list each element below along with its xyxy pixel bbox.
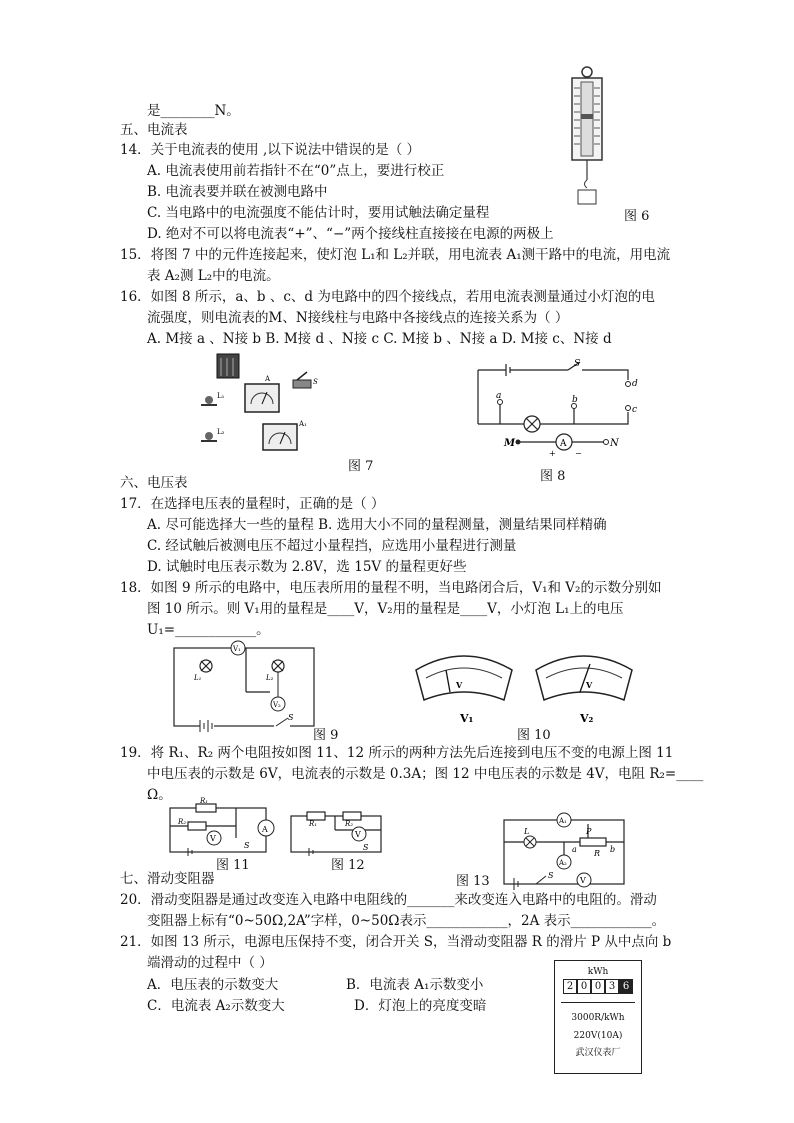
fig8-m: M — [504, 438, 516, 449]
fig8-ammeter: A — [560, 439, 567, 449]
q16-line1: 16．如图 8 所示，a、b 、c、d 为电路中的四个接线点，若用电流表测量通过小灯泡的电 — [120, 289, 655, 305]
fig11-a: A — [262, 825, 268, 834]
fig13-l: L — [524, 827, 530, 836]
q14-option-a: A. 电流表使用前若指针不在“0”点上，要进行校正 — [147, 163, 445, 179]
fig12-circuit — [287, 812, 387, 856]
section-7-heading: 七、滑动变阻器 — [120, 871, 215, 887]
fig9-s: S — [288, 713, 294, 722]
meter-unit: kWh — [587, 967, 609, 977]
fig6-spring-balance — [562, 64, 612, 208]
meter-rate: 3000R/kWh — [571, 1013, 625, 1023]
fig12-s: S — [363, 843, 369, 852]
q21-line2: 端滑动的过程中（ ） — [147, 955, 273, 971]
meter-voltage: 220V(10A) — [573, 1031, 623, 1041]
fig8-d: d — [632, 379, 638, 389]
fig9-v2: V₂ — [273, 701, 281, 709]
fig10-voltmeters — [412, 648, 632, 728]
q14-stem: 14．关于电流表的使用 ,以下说法中错误的是（ ） — [120, 142, 421, 158]
fig13-r: R — [594, 849, 601, 858]
meter-digits — [555, 979, 641, 994]
q21-option-b: B．电流表 A₁示数变小 — [346, 977, 484, 993]
q13-tail: 是________N。 — [147, 103, 240, 119]
fig13-circuit — [500, 800, 630, 890]
meter-digit: 2 — [563, 979, 577, 994]
fig12-v: V — [355, 830, 361, 839]
fig13-a1: A₁ — [559, 817, 567, 825]
meter-digit: 6 — [619, 979, 633, 994]
q14-option-b: B. 电流表要并联在被测电路中 — [147, 184, 328, 200]
q15-line1: 15．将图 7 中的元件连接起来，使灯泡 L₁和 L₂并联，用电流表 A₁测干路中的电流，用电流 — [120, 247, 671, 263]
fig7-l1: L₁ — [217, 392, 225, 400]
fig13-caption: 图 13 — [456, 874, 490, 889]
fig9-caption: 图 9 — [313, 728, 339, 743]
q17-option-c: C. 经试触后被测电压不超过小量程挡，应选用小量程进行测量 — [147, 538, 517, 554]
fig13-b: b — [610, 845, 616, 854]
fig8-plus: + — [549, 449, 556, 458]
fig7-l2: L₂ — [217, 428, 225, 436]
q14-option-c: C. 当电路中的电流强度不能估计时，要用试触法确定量程 — [147, 205, 490, 221]
fig10-caption: 图 10 — [517, 728, 551, 743]
fig7-components — [195, 350, 335, 450]
q18-line3: U₁=____________。 — [147, 622, 270, 638]
q17-stem: 17．在选择电压表的量程时，正确的是（ ） — [120, 496, 385, 512]
fig10-v1-label: V₁ — [460, 712, 474, 725]
fig7-caption: 图 7 — [348, 459, 374, 474]
meter-digit: 0 — [577, 979, 591, 994]
fig11-circuit — [166, 797, 280, 856]
fig13-a: a — [572, 845, 577, 854]
fig10-v-left: V — [456, 680, 463, 690]
fig8-s: S — [574, 359, 581, 369]
section-5-heading: 五、电流表 — [120, 122, 188, 138]
fig8-caption: 图 8 — [540, 469, 566, 484]
q21-line1: 21．如图 13 所示，电源电压保持不变，闭合开关 S，当滑动变阻器 R 的滑片 P 从中点向 b — [120, 934, 672, 950]
meter-digit: 0 — [591, 979, 605, 994]
fig11-r1: R₁ — [200, 797, 209, 805]
q18-line2: 图 10 所示。则 V₁用的量程是____V，V₂用的量程是____V，小灯泡 L₁上的电压 — [147, 601, 624, 617]
fig8-n: N — [610, 438, 619, 449]
q15-line2: 表 A₂测 L₂中的电流。 — [147, 268, 280, 284]
q16-options: A. M接 a 、N接 b B. M接 d 、N接 c C. M接 b 、N接 a D. M接 c、N接 d — [147, 331, 612, 347]
fig11-v: V — [210, 834, 216, 843]
q19-line3: Ω。 — [147, 787, 172, 803]
fig8-c: c — [632, 405, 638, 415]
q20-line2: 变阻器上标有“0~50Ω,2A”字样，0~50Ω表示____________，2A 表示____________。 — [147, 913, 666, 929]
fig8-b: b — [572, 395, 578, 405]
fig8-circuit — [470, 352, 650, 462]
fig12-r1: R₁ — [309, 820, 318, 828]
fig7-s: S — [313, 378, 318, 386]
q20-line1: 20．滑动变阻器是通过改变连入电路中电阻线的_______来改变连入电路中的电阻的。滑动 — [120, 892, 657, 908]
fig9-circuit — [170, 640, 320, 736]
fig13-a2: A₂ — [559, 859, 567, 867]
fig7-a1: A₁ — [299, 420, 307, 428]
fig8-minus: − — [575, 449, 582, 458]
fig11-r2: R₂ — [178, 818, 187, 826]
fig10-v-right: V — [586, 680, 593, 690]
fig11-caption: 图 11 — [216, 858, 250, 873]
fig10-v2-label: V₂ — [580, 712, 594, 725]
q17-options-ab: A. 尽可能选择大一些的量程 B. 选用大小不同的量程测量，测量结果同样精确 — [147, 517, 607, 533]
q21-option-d: D．灯泡上的亮度变暗 — [354, 998, 487, 1014]
fig12-caption: 图 12 — [331, 858, 365, 873]
fig7-a: A — [265, 375, 271, 383]
q17-option-d: D. 试触时电压表示数为 2.8V，选 15V 的量程更好些 — [147, 559, 467, 575]
q14-option-d: D. 绝对不可以将电流表“+”、“−”两个接线柱直接接在电源的两极上 — [147, 226, 554, 242]
fig12-r2: R₂ — [345, 820, 354, 828]
meter-maker: 武汉仪表厂 — [575, 1048, 621, 1058]
fig13-p: P — [586, 827, 592, 836]
q21-option-a: A．电压表的示数变大 — [147, 977, 279, 993]
q19-line1: 19．将 R₁、R₂ 两个电阻按如图 11、12 所示的两种方法先后连接到电压不变的电源上图 11 — [120, 745, 674, 761]
fig8-a: a — [496, 391, 502, 401]
fig9-l1: L₁ — [194, 674, 202, 682]
fig9-v1: V₁ — [233, 645, 241, 653]
meter-digit: 3 — [605, 979, 619, 994]
fig11-s: S — [244, 841, 250, 850]
q21-option-c: C．电流表 A₂示数变大 — [147, 998, 285, 1014]
fig6-caption: 图 6 — [624, 209, 650, 224]
fig9-l2: L₂ — [266, 674, 274, 682]
q16-line2: 流强度，则电流表的M、N接线柱与电路中各接线点的连接关系为（ ） — [147, 310, 569, 326]
fig13-s: S — [548, 871, 554, 880]
q18-line1: 18．如图 9 所示的电路中，电压表所用的量程不明，当电路闭合后，V₁和 V₂的示数分别如 — [120, 580, 662, 596]
q19-line2: 中电压表的示数是 6V，电流表的示数是 0.3A；图 12 中电压表的示数是 4V，电阻 R₂=____ — [147, 766, 704, 782]
electric-meter — [554, 960, 642, 1074]
fig13-v: V — [580, 876, 586, 885]
section-6-heading: 六、电压表 — [120, 475, 188, 491]
